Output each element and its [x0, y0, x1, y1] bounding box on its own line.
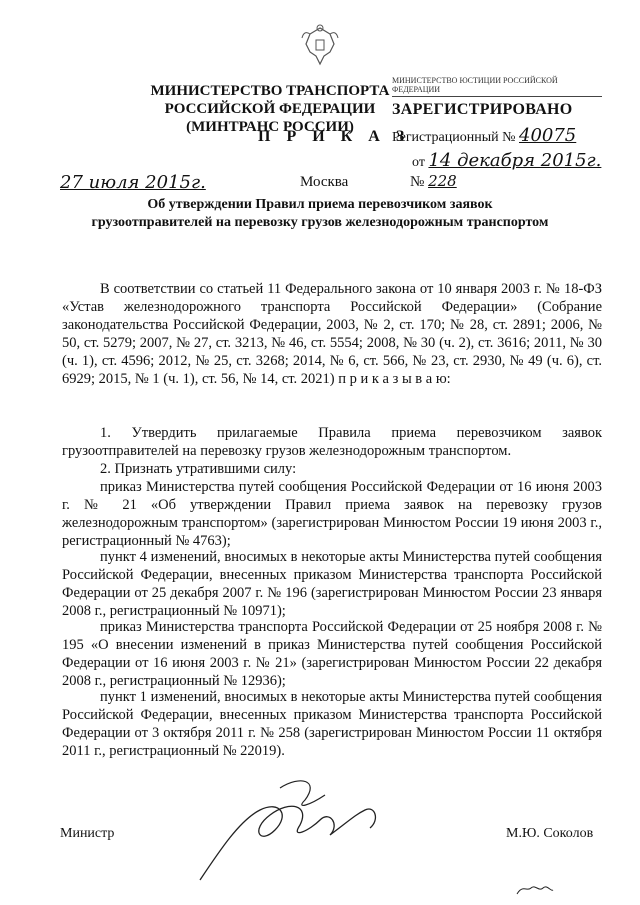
repealed-act-1: приказ Министерства путей сообщения Российской Федерации от 16 июня 2003 г. № 21 «Об утверждении Правил приема заявок на перевозку грузов железнодорожным транспортом» (зарегистрирован Минюстом России 19 июня 2003 г., регистрационный № 4763);	[62, 479, 602, 549]
stamp-registered: ЗАРЕГИСТРИРОВАНО	[392, 101, 573, 118]
repealed-act-3: приказ Министерства транспорта Российской Федерации от 25 ноября 2008 г. № 195 «О внесении изменений в приказ Министерства путей сообщения Российской Федерации от 16 июня 2003 г. № 21» (зарегистрирован Минюстом России 22 декабря 2008 г., регистрационный № 12936);	[62, 619, 602, 689]
order-number-value: 228	[428, 172, 457, 190]
ministry-name: МИНИСТЕРСТВО ТРАНСПОРТА РОССИЙСКОЙ ФЕДЕРАЦИИ	[150, 83, 390, 117]
signatory-name: М.Ю. Соколов	[506, 826, 594, 841]
ministry-short-name: (МИНТРАНС РОССИИ)	[186, 119, 354, 135]
repealed-act-4: пункт 1 изменений, вносимых в некоторые акты Министерства путей сообщения Российской Федерации, внесенных приказом Министерства транспорта Российской Федерации от 3 октября 2011 г. № 258 (зарегистрирован Минюстом России 11 октября 2011 г., регистрационный № 22019).	[62, 689, 602, 759]
coat-of-arms-emblem	[296, 22, 344, 70]
preamble-paragraph: В соответствии со статьей 11 Федерального закона от 10 января 2003 г. № 18-ФЗ «Устав железнодорожного транспорта Российской Федерации» (Собрание законодательства Российской Федерации, 2003, № 2, ст. 170; № 28, ст. 2891; 2006, № 50, ст. 5279; 2007, № 27, ст. 3213, № 46, ст. 5554; 2008, № 30 (ч. 2), ст. 3616; 2011, № 30 (ч. 1), ст. 4596; 2012, № 25, ст. 3268; 2014, № 6, ст. 566, № 23, ст. 2930, № 49 (ч. 6), ст. 6929; 2015, № 1 (ч. 1), ст. 56, № 14, ст. 2021) п р и к а з ы в а ю:	[62, 281, 602, 387]
stamp-date-label: от	[412, 155, 425, 170]
registration-stamp	[392, 76, 602, 171]
stamp-authority: МИНИСТЕРСТВО ЮСТИЦИИ РОССИЙСКОЙ ФЕДЕРАЦИИ	[392, 76, 602, 97]
item-1: 1. Утвердить прилагаемые Правила приема перевозчиком заявок грузоотправителей на перевозку грузов железнодорожным транспортом.	[62, 425, 602, 459]
stamp-reg-row	[392, 125, 602, 146]
order-title-line2: грузоотправителей на перевозку грузов железнодорожным транспортом	[91, 215, 549, 230]
order-date: 27 июля 2015г.	[60, 172, 206, 193]
order-heading: П Р И К А З	[258, 128, 411, 145]
stamp-reg-label: Регистрационный №	[392, 130, 516, 145]
order-number	[410, 172, 457, 191]
stamp-date-value: 14 декабря 2015г.	[428, 150, 602, 171]
signatory-position: Министр	[60, 826, 115, 841]
handwritten-signature	[180, 770, 410, 890]
order-title	[70, 196, 570, 232]
item-2: 2. Признать утратившими силу:	[100, 461, 297, 477]
order-city: Москва	[300, 174, 349, 190]
stamp-date-row	[392, 150, 602, 171]
order-number-label: №	[410, 174, 425, 190]
stamp-reg-number: 40075	[519, 125, 577, 146]
repealed-act-2: пункт 4 изменений, вносимых в некоторые акты Министерства путей сообщения Российской Федерации, внесенных приказом Министерства транспорта Российской Федерации от 25 декабря 2007 г. № 196 (зарегистрирован Минюстом России 23 января 2008 г., регистрационный № 10971);	[62, 549, 602, 619]
handwritten-initials	[515, 880, 555, 898]
order-title-line1: Об утверждении Правил приема перевозчиком заявок	[147, 197, 493, 212]
